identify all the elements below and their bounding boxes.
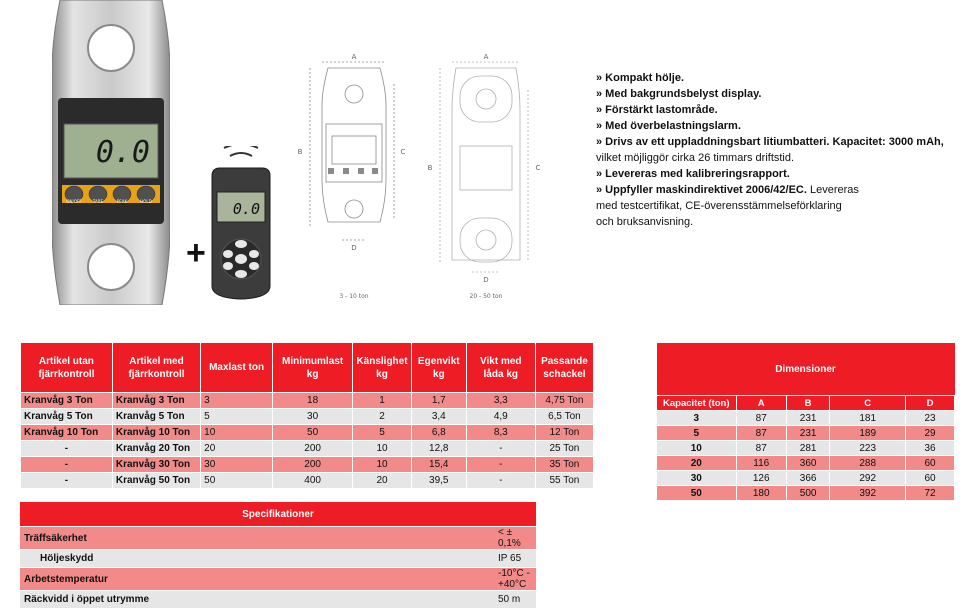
table-cell: - — [466, 441, 535, 457]
remote-display-value: 0.0 — [233, 200, 260, 218]
spec-value: < ± 0,1% — [494, 527, 536, 550]
table-cell: 5 — [353, 425, 412, 441]
table-cell: 36 — [906, 441, 955, 456]
table-cell: 392 — [830, 486, 906, 501]
plus-sign: + — [186, 236, 206, 270]
table-cell: Kranvåg 3 Ton — [21, 393, 113, 409]
table-cell: 60 — [906, 456, 955, 471]
spec-label: Träffsäkerhet — [20, 527, 494, 550]
col-header: Artikel med fjärrkontroll — [112, 343, 200, 393]
table-cell: - — [21, 473, 113, 489]
table-cell: Kranvåg 50 Ton — [112, 473, 200, 489]
table-cell: 5 — [201, 409, 273, 425]
table-row — [20, 591, 536, 608]
table-cell: 2 — [353, 409, 412, 425]
technical-drawing-large — [420, 50, 550, 302]
technical-drawing-small — [288, 50, 418, 302]
col-header: Minimumlast kg — [273, 343, 353, 393]
table-cell: 126 — [736, 471, 786, 486]
table-cell: 30 — [273, 409, 353, 425]
table-cell: 30 — [657, 471, 737, 486]
feature-item: och bruksanvisning. — [596, 214, 946, 230]
table-cell: 281 — [786, 441, 829, 456]
table-cell: 3 — [201, 393, 273, 409]
table-cell: 15,4 — [411, 457, 466, 473]
table-cell: 20 — [353, 473, 412, 489]
table-cell: 55 Ton — [535, 473, 593, 489]
table-row — [21, 409, 594, 425]
table-cell: 8,3 — [466, 425, 535, 441]
table-cell: 366 — [786, 471, 829, 486]
table-cell: Kranvåg 10 Ton — [112, 425, 200, 441]
table-cell: 360 — [786, 456, 829, 471]
col-header: D — [906, 396, 955, 411]
table-cell: 181 — [830, 411, 906, 426]
table-row — [20, 568, 536, 591]
table-row — [21, 393, 594, 409]
feature-item: » Levereras med kalibreringsrapport. — [596, 166, 946, 182]
table-cell: 10 — [657, 441, 737, 456]
table-cell: 50 — [201, 473, 273, 489]
table-row — [657, 471, 955, 486]
table-cell: 20 — [657, 456, 737, 471]
feature-item: » Uppfyller maskindirektivet 2006/42/EC. Levereras — [596, 182, 946, 198]
table-cell: 3,3 — [466, 393, 535, 409]
spec-value: -10°C - +40°C — [494, 568, 536, 591]
dimensions-table — [656, 343, 955, 501]
table-cell: 189 — [830, 426, 906, 441]
specs-table — [20, 502, 536, 608]
scale-btn-peak: PEAK — [117, 199, 128, 204]
table-cell: - — [21, 457, 113, 473]
col-header: Kapacitet (ton) — [657, 396, 737, 411]
feature-item: » Kompakt hölje. — [596, 70, 946, 86]
col-header: Maxlast ton — [201, 343, 273, 393]
col-header: C — [830, 396, 906, 411]
crane-scale-image — [52, 0, 170, 305]
table-row — [20, 550, 536, 568]
drawing-caption-large: 20 - 50 ton — [470, 293, 503, 300]
table-cell: Kranvåg 5 Ton — [112, 409, 200, 425]
table-row — [20, 527, 536, 550]
spec-label: Arbetstemperatur — [20, 568, 494, 591]
table-cell: - — [466, 473, 535, 489]
col-header: A — [736, 396, 786, 411]
table-cell: 3 — [657, 411, 737, 426]
dim-label-d-large: D — [483, 276, 488, 284]
table-cell: 12,8 — [411, 441, 466, 457]
scale-display-value: 0.0 — [96, 135, 150, 170]
dim-label-d-small: D — [351, 244, 356, 252]
table-cell: 200 — [273, 441, 353, 457]
col-header: Egenvikt kg — [411, 343, 466, 393]
table-cell: 500 — [786, 486, 829, 501]
table-cell: 1 — [353, 393, 412, 409]
scale-btn-tare: TARE — [92, 199, 104, 204]
table-cell: 35 Ton — [535, 457, 593, 473]
table-row — [657, 426, 955, 441]
table-row — [21, 441, 594, 457]
table-cell: 10 — [353, 441, 412, 457]
feature-list — [596, 70, 946, 230]
table-cell: 231 — [786, 426, 829, 441]
table-cell: 72 — [906, 486, 955, 501]
feature-item: » Med bakgrundsbelyst display. — [596, 86, 946, 102]
feature-item: » Drivs av ett uppladdningsbart litiumbatteri. Kapacitet: 3000 mAh, — [596, 134, 946, 150]
spec-value: 50 m — [494, 591, 536, 608]
table-cell: 3,4 — [411, 409, 466, 425]
table-cell: 4,75 Ton — [535, 393, 593, 409]
table-cell: 10 — [201, 425, 273, 441]
table-cell: 6,5 Ton — [535, 409, 593, 425]
table-row — [21, 425, 594, 441]
table-cell: 292 — [830, 471, 906, 486]
table-cell: 29 — [906, 426, 955, 441]
scale-btn-hold: HOLD — [140, 199, 151, 204]
spec-value: IP 65 — [494, 550, 536, 568]
dim-label-b-small: B — [298, 148, 303, 156]
table-cell: 20 — [201, 441, 273, 457]
col-header: Passande schackel — [535, 343, 593, 393]
table-cell: Kranvåg 5 Ton — [21, 409, 113, 425]
table-cell: 30 — [201, 457, 273, 473]
scale-btn-onoff: ON/OFF — [66, 199, 82, 204]
table-cell: 10 — [353, 457, 412, 473]
table-cell: 87 — [736, 426, 786, 441]
dim-label-c-small: C — [401, 148, 406, 156]
table-row — [657, 441, 955, 456]
table-cell: 223 — [830, 441, 906, 456]
table-cell: 1,7 — [411, 393, 466, 409]
table-cell: 50 — [657, 486, 737, 501]
feature-item: med testcertifikat, CE-överensstämmelseförklaring — [596, 198, 946, 214]
table-cell: 4,9 — [466, 409, 535, 425]
table-cell: 18 — [273, 393, 353, 409]
table-cell: 39,5 — [411, 473, 466, 489]
table-cell: 116 — [736, 456, 786, 471]
table-row — [657, 486, 955, 501]
table-cell: 200 — [273, 457, 353, 473]
feature-item: » Förstärkt lastområde. — [596, 102, 946, 118]
dimensions-title: Dimensioner — [657, 343, 955, 396]
table-cell: - — [466, 457, 535, 473]
feature-item: » Med överbelastningslarm. — [596, 118, 946, 134]
table-cell: 87 — [736, 441, 786, 456]
table-cell: 180 — [736, 486, 786, 501]
table-cell: 231 — [786, 411, 829, 426]
table-cell: 50 — [273, 425, 353, 441]
table-row — [657, 456, 955, 471]
table-cell: Kranvåg 3 Ton — [112, 393, 200, 409]
table-cell: 5 — [657, 426, 737, 441]
dim-label-c-large: C — [536, 164, 541, 172]
dim-label-a-small: A — [352, 53, 357, 61]
specs-title: Specifikationer — [20, 502, 536, 527]
col-header: Känslighet kg — [353, 343, 412, 393]
table-cell: Kranvåg 20 Ton — [112, 441, 200, 457]
table-cell: 23 — [906, 411, 955, 426]
dim-label-b-large: B — [428, 164, 433, 172]
table-cell: 60 — [906, 471, 955, 486]
table-cell: Kranvåg 10 Ton — [21, 425, 113, 441]
drawing-caption-small: 3 - 10 ton — [339, 293, 368, 300]
spec-label: Räckvidd i öppet utrymme — [20, 591, 494, 608]
col-header: B — [786, 396, 829, 411]
spec-label: Höljeskydd — [20, 550, 494, 568]
feature-item: vilket möjliggör cirka 26 timmars driftstid. — [596, 150, 946, 166]
table-cell: 6,8 — [411, 425, 466, 441]
table-cell: Kranvåg 30 Ton — [112, 457, 200, 473]
table-cell: 400 — [273, 473, 353, 489]
articles-table — [20, 342, 594, 489]
table-row — [21, 457, 594, 473]
col-header: Vikt med låda kg — [466, 343, 535, 393]
remote-control-image — [206, 146, 276, 301]
table-row — [21, 473, 594, 489]
table-cell: 25 Ton — [535, 441, 593, 457]
table-cell: 87 — [736, 411, 786, 426]
table-row — [657, 411, 955, 426]
dim-label-a-large: A — [484, 53, 489, 61]
table-cell: - — [21, 441, 113, 457]
table-cell: 12 Ton — [535, 425, 593, 441]
table-cell: 288 — [830, 456, 906, 471]
col-header: Artikel utan fjärrkontroll — [21, 343, 113, 393]
